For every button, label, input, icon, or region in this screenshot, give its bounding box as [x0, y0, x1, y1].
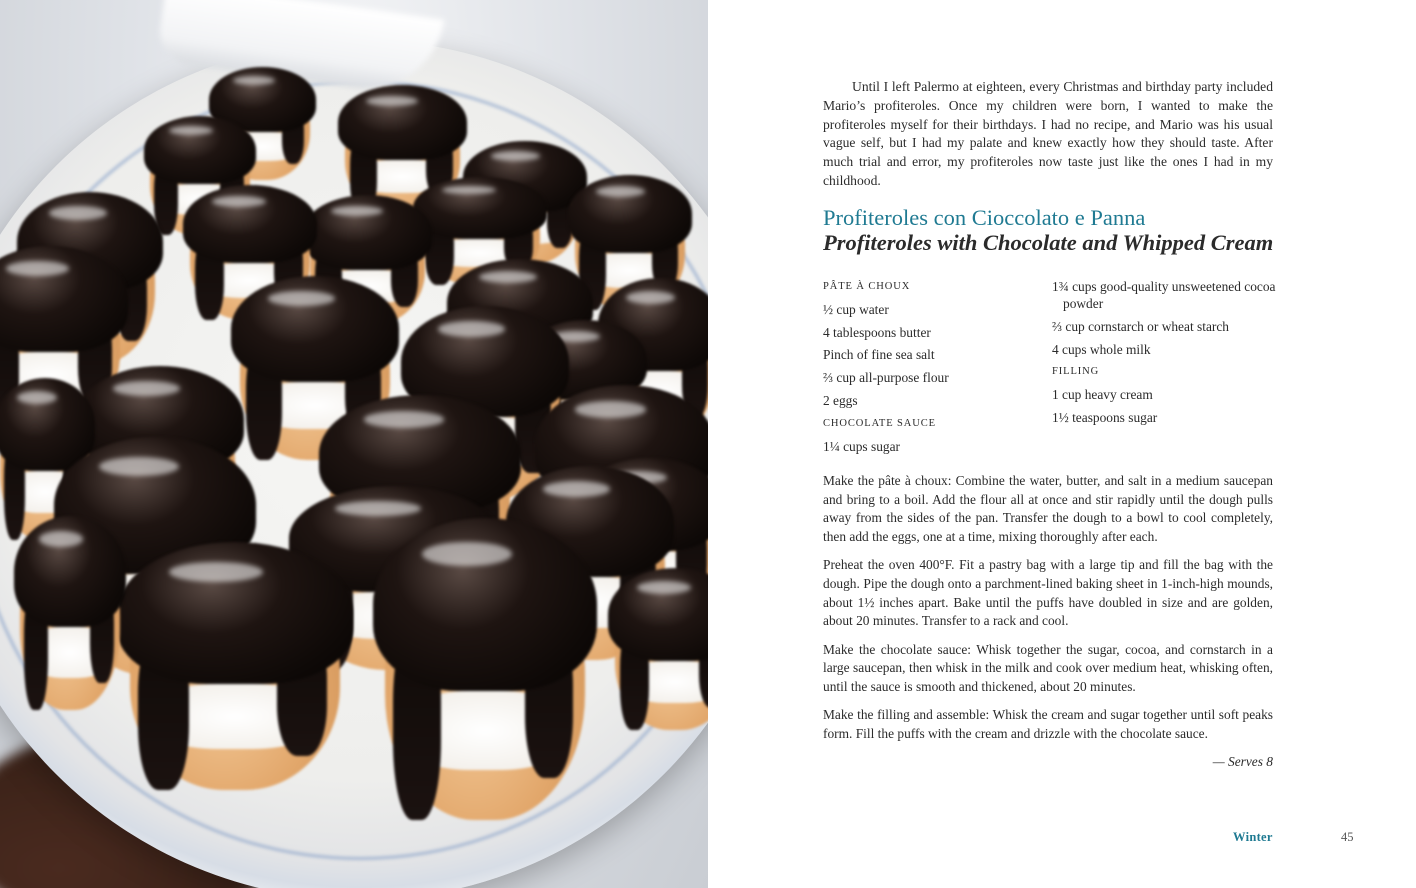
ingredient-item: Pinch of fine sea salt: [823, 347, 935, 363]
profiterole: [130, 560, 340, 790]
ingredients-column-left: [823, 278, 1053, 460]
ingredient-item: 1¼ cups sugar: [823, 438, 900, 454]
chocolate-sauce: [413, 177, 547, 239]
chocolate-sauce: [144, 116, 256, 184]
ingredient-item: 2 eggs: [823, 392, 858, 408]
chocolate-sauce: [14, 516, 126, 628]
ingredients-column-right: [1052, 278, 1282, 432]
ingredient-item: 1¾ cups good-quality unsweetened cocoa powder: [1052, 279, 1276, 311]
chocolate-sauce: [568, 175, 691, 253]
recipe-text-page: [708, 0, 1416, 888]
chocolate-sauce: [338, 85, 467, 159]
profiterole: [615, 580, 708, 730]
intro-paragraph: Until I left Palermo at eighteen, every Christmas and birthday party included Mario’s profiteroles. Once my children were born, I wanted to make the profiteroles myself for their birthdays. I had no recipe, and Mario was his usual vague self, but I had my palate and knew exactly how they should taste. After much trial and error, my profiteroles now taste just like the ones I had in my childhood.: [823, 79, 1273, 188]
recipe-title-italian: Profiteroles con Cioccolato e Panna: [823, 205, 1146, 230]
method-step: Make the pâte à choux: Combine the water, butter, and salt in a medium saucepan and bring to a boil. Add the flour all at once and stir rapidly until the dough pulls away from the sides of the pan. Transfer the dough to a bowl to cool completely, then add the eggs, one at a time, mixing thoroughly after each.: [823, 473, 1273, 545]
chocolate-sauce: [183, 185, 317, 263]
ingredient-item: 4 cups whole milk: [1052, 341, 1151, 357]
chocolate-sauce: [117, 542, 352, 685]
method-step: Preheat the oven 400°F. Fit a pastry bag with a large tip and fill the bag with the dough. Pipe the dough onto a parchment-lined baking sheet in 1-inch-high mounds, about 1½ inches apart. Bake until the puffs have doubled in size and are golden, about 20 minutes. Transfer to a rack and cool.: [823, 557, 1273, 629]
profiterole: [20, 530, 120, 710]
method-steps: [823, 472, 1273, 753]
ingredient-item: 1½ teaspoons sugar: [1052, 409, 1158, 425]
method-step: Make the chocolate sauce: Whisk together the sugar, cocoa, and cornstarch in a large saucepan, then whisk in the milk and cook over medium heat, whisking often, until the sauce is smooth and thickened, about 20 minutes.: [823, 641, 1273, 695]
method-step: Make the filling and assemble: Whisk the cream and sugar together until soft peaks form. Fill the puffs with the cream and drizzle with the chocolate sauce.: [823, 707, 1273, 741]
ingredient-item: ⅔ cup all-purpose flour: [823, 370, 949, 386]
ingredient-item: ⅔ cup cornstarch or wheat starch: [1052, 318, 1229, 334]
ingredient-heading: CHOCOLATE SAUCE: [823, 417, 936, 429]
ingredient-heading: PÂTE À CHOUX: [823, 281, 911, 292]
page-number: 45: [1341, 830, 1354, 844]
chocolate-sauce: [373, 518, 597, 692]
serves-note: — Serves 8: [1212, 754, 1273, 769]
profiterole: [385, 540, 585, 820]
chocolate-sauce: [231, 276, 399, 381]
ingredient-item: 4 tablespoons butter: [823, 324, 931, 340]
ingredient-heading: FILLING: [1052, 366, 1100, 378]
recipe-title-english: Profiteroles with Chocolate and Whipped Cream: [823, 230, 1274, 255]
chocolate-sauce: [303, 195, 432, 269]
ingredient-item: ½ cup water: [823, 301, 889, 317]
footer-section-label: Winter: [1233, 830, 1273, 844]
ingredient-item: 1 cup heavy cream: [1052, 387, 1153, 403]
